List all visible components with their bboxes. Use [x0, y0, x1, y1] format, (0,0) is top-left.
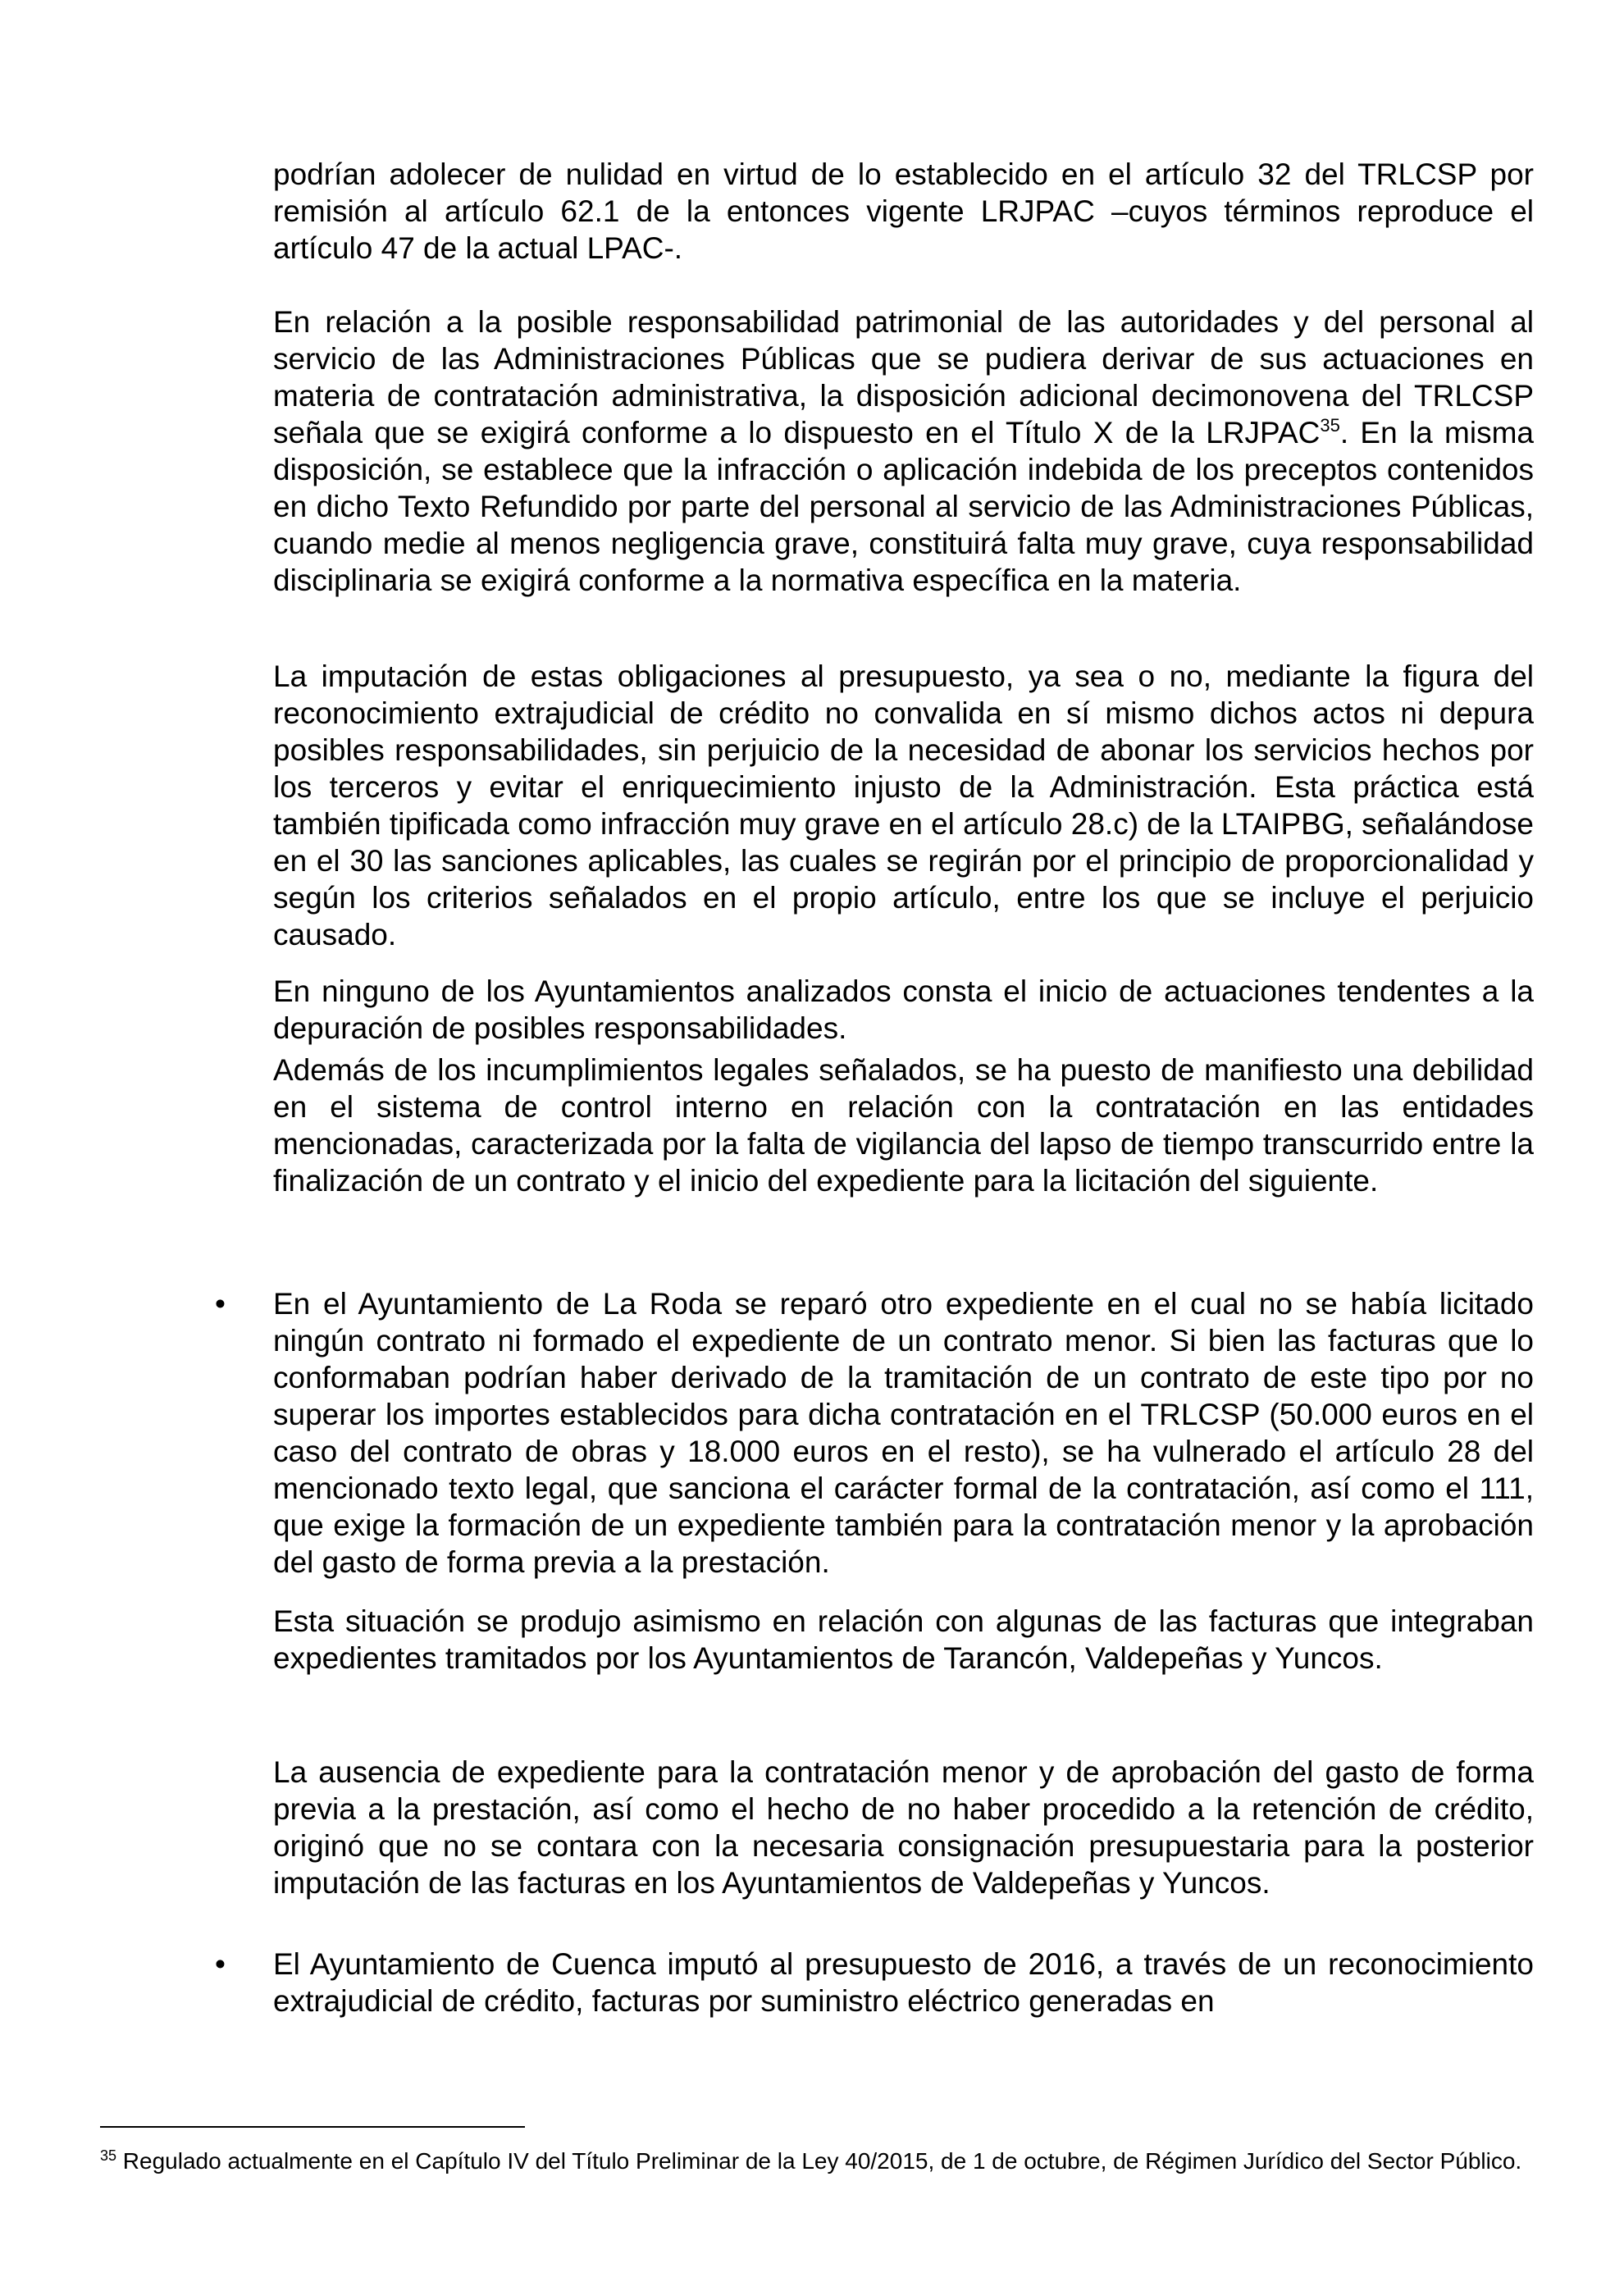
- paragraph-text-end: . En la misma disposición, se establece que la infracción o aplicación indebida de los preceptos contenidos en dicho Texto Refundido por parte del personal al servicio de las Administraciones Públicas, cuando medie al menos negligencia grave, constituirá falta muy grave, cuya responsabilidad disciplinaria se exigirá conforme a la normativa específica en la materia.: [273, 416, 1534, 597]
- footnote: [100, 2147, 1534, 2175]
- paragraph-text: podrían adolecer de nulidad en virtud de lo establecido en el artículo 32 del TRLCSP por remisión al artículo 62.1 de la entonces vigente LRJPAC –cuyos términos reproduce el artículo 47 de la actual LPAC-.: [273, 157, 1534, 265]
- footnote-reference[interactable]: 35: [1320, 415, 1340, 436]
- paragraph-text: La ausencia de expediente para la contratación menor y de aprobación del gasto de forma previa a la prestación, así como el hecho de no haber procedido a la retención de crédito, originó que no se contara con la necesaria consignación presupuestaria para la posterior imputación de las facturas en los Ayuntamientos de Valdepeñas y Yuncos.: [273, 1755, 1534, 1900]
- paragraph-internal-control: [273, 1052, 1534, 1199]
- footnote-number: 35: [100, 2147, 117, 2164]
- paragraph-nullity: [273, 156, 1534, 267]
- paragraph-text: El Ayuntamiento de Cuenca imputó al presupuesto de 2016, a través de un reconocimiento extrajudicial de crédito, facturas por suministro eléctrico generadas en: [273, 1947, 1534, 2018]
- paragraph-absence-of-file: [273, 1754, 1534, 1901]
- paragraph-other-municipalities: [273, 1603, 1534, 1677]
- bullet-icon: •: [215, 1287, 226, 1321]
- paragraph-budget-imputation: [273, 658, 1534, 953]
- paragraph-text: Además de los incumplimientos legales señalados, se ha puesto de manifiesto una debilidad en el sistema de control interno en relación con la contratación en las entidades mencionadas, caracterizada por la falta de vigilancia del lapso de tiempo transcurrido entre la finalización de un contrato y el inicio del expediente para la licitación del siguiente.: [273, 1053, 1534, 1198]
- paragraph-text: La imputación de estas obligaciones al presupuesto, ya sea o no, mediante la figura del reconocimiento extrajudicial de crédito no convalida en sí mismo dichos actos ni depura posibles responsabilidades, sin perjuicio de la necesidad de abonar los servicios hechos por los terceros y evitar el enriquecimiento injusto de la Administración. Esta práctica está también tipificada como infracción muy grave en el artículo 28.c) de la LTAIPBG, señalándose en el 30 las sanciones aplicables, las cuales se regirán por el principio de proporcionalidad y según los criterios señalados en el propio artículo, entre los que se incluye el perjuicio causado.: [273, 659, 1534, 951]
- paragraph-text-start: En relación a la posible responsabilidad patrimonial de las autoridades y del personal al servicio de las Administraciones Públicas que se pudiera derivar de sus actuaciones en materia de contratación administrativa, la disposición adicional decimonovena del TRLCSP señala que se exigirá conforme a lo dispuesto en el Título X de la LRJPAC: [273, 305, 1534, 449]
- paragraph-liability: [273, 303, 1534, 599]
- paragraph-no-actions: [273, 973, 1534, 1047]
- footnote-text: Regulado actualmente en el Capítulo IV del Título Preliminar de la Ley 40/2015, de 1 de octubre, de Régimen Jurídico del Sector Público.: [116, 2148, 1522, 2174]
- paragraph-text: [273, 303, 1534, 599]
- list-item-la-roda: [273, 1285, 1534, 1581]
- footnote-separator: [100, 2126, 525, 2128]
- bullet-icon: •: [215, 1947, 226, 1981]
- list-item-cuenca: [273, 1946, 1534, 2019]
- paragraph-text: Esta situación se produjo asimismo en relación con algunas de las facturas que integraban expedientes tramitados por los Ayuntamientos de Tarancón, Valdepeñas y Yuncos.: [273, 1604, 1534, 1675]
- paragraph-text: En ninguno de los Ayuntamientos analizados consta el inicio de actuaciones tendentes a la depuración de posibles responsabilidades.: [273, 974, 1534, 1045]
- paragraph-text: En el Ayuntamiento de La Roda se reparó otro expediente en el cual no se había licitado ningún contrato ni formado el expediente de un contrato menor. Si bien las facturas que lo conformaban podrían haber derivado de la tramitación de un contrato de este tipo por no superar los importes establecidos para dicha contratación en el TRLCSP (50.000 euros en el caso del contrato de obras y 18.000 euros en el resto), se ha vulnerado el artículo 28 del mencionado texto legal, que sanciona el carácter formal de la contratación, así como el 111, que exige la formación de un expediente también para la contratación menor y la aprobación del gasto de forma previa a la prestación.: [273, 1287, 1534, 1579]
